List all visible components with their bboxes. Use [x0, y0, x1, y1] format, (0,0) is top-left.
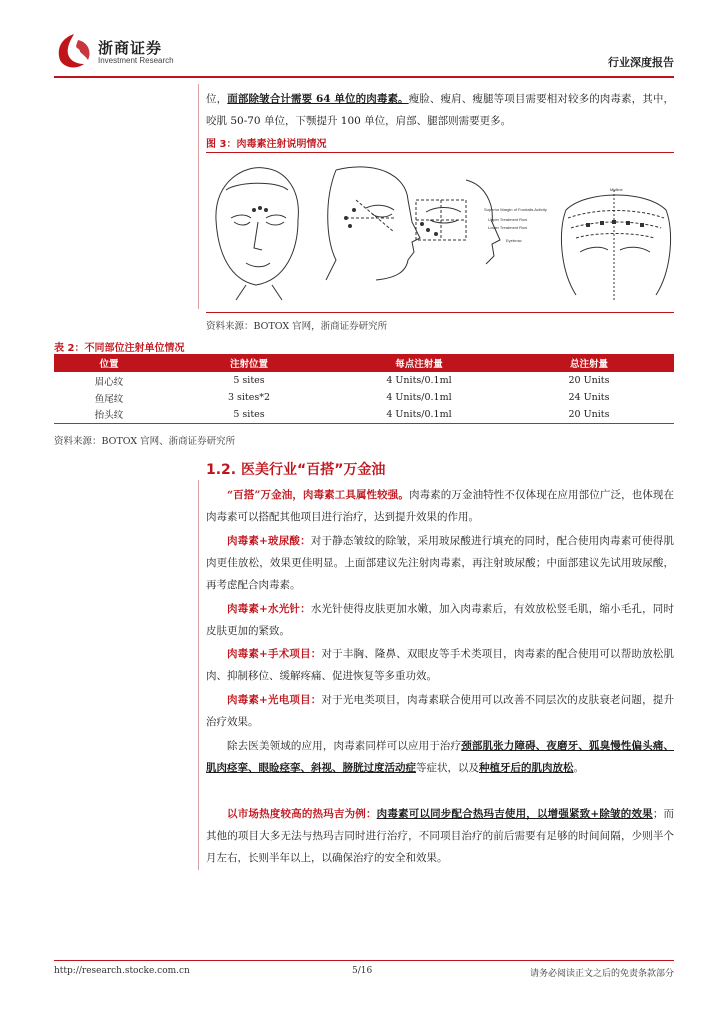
table-cell: 5 sites [164, 406, 334, 423]
label-eyebrow: Eyebrow [506, 238, 522, 243]
forehead-treatment-drawing [561, 190, 670, 300]
paragraph-body: 除去医美领域的应用，肉毒素同样可以应用于治疗 [227, 740, 462, 752]
side-accent-line [198, 480, 199, 870]
figure-bottom-rule [206, 312, 674, 313]
paragraph-highlight: 肉毒素可以同步配合热玛吉使用，以增强紧致+除皱的效果 [376, 808, 653, 820]
paragraph-highlight: 颈部肌张力障碍、夜磨牙、狐臭慢性偏头痛、肌肉痉挛、眼睑痉挛、斜视、膀胱过度活动症 [206, 740, 674, 774]
intro-text-end: 瘦脸、瘦肩、瘦腿等项目需要相对较多的肉毒素，其中，咬肌 50-70 单位，下颚提升 100 单位，肩部、腿部则需要更多。 [206, 93, 675, 127]
figure-title: 图 3：肉毒素注射说明情况 [206, 139, 327, 150]
table-cell: 4 Units/0.1ml [386, 392, 452, 403]
section-heading: 1.2. 医美行业“百搭”万金油 [206, 462, 386, 478]
paragraph-body: 对于静态皱纹的除皱，采用玻尿酸进行填充的同时，配合使用肉毒素可使得肌肉更佳放松，效果更佳明显。上面部建议先注射肉毒素，再注射玻尿酸；中面部建议先试用玻尿酸，再考虑配合肉毒素。 [206, 535, 674, 591]
table-cell: 3 sites*2 [227, 392, 271, 403]
paragraph-body: 等症状，以及 [416, 762, 479, 774]
table-cell: 4 Units/0.1ml [334, 406, 504, 423]
figure-top-rule [206, 152, 674, 153]
footer-disclaimer: 请务必阅读正文之后的免责条款部分 [529, 969, 674, 979]
side-profile-drawing [326, 167, 420, 280]
label-upper-row: Upper Treatment Row [488, 217, 528, 222]
face-illustrations [206, 160, 674, 310]
paragraph-body: 对于丰胸、隆鼻、双眼皮等手术类项目，肉毒素的配合使用可以帮助放松肌肉、抑制移位、缓解疼痛、促进恢复等多重功效。 [206, 648, 674, 682]
paragraph-body: ；而其他的项目大多无法与热玛吉同时进行治疗，不同项目治疗的前后需要有足够的时间间隔，少则半个月左右，长则半年以上，以确保治疗的安全和效果。 [206, 808, 675, 864]
paragraph-body: 水光针使得皮肤更加水嫩，加入肉毒素后，有效放松竖毛肌，缩小毛孔，同时皮肤更加的紧致。 [206, 603, 674, 637]
header-divider [54, 76, 674, 78]
table-header-cell: 注射位置 [164, 354, 334, 372]
paragraph-highlight: 种植牙后的肌肉放松 [479, 762, 574, 774]
table-cell: 20 Units [568, 375, 610, 386]
figure-source: 资料来源：BOTOX 官网，浙商证券研究所 [206, 321, 388, 332]
page-number: 5/16 [352, 966, 373, 976]
table-cell: 20 Units [504, 406, 674, 423]
section-paragraph-6 [206, 735, 674, 779]
paragraph-body: 肉毒素的万金油特性不仅体现在应用部位广泛，也体现在肉毒素可以搭配其他项目进行治疗，达到提升效果的作用。 [206, 489, 674, 523]
logo-chinese-name: 浙商证券 [98, 39, 163, 57]
table-header-cell: 每点注射量 [334, 354, 504, 372]
section-paragraph-4 [206, 643, 674, 687]
logo-english-name: Investment Research [98, 56, 174, 65]
intro-text-start: 位， [206, 93, 228, 105]
section-paragraph-3 [206, 598, 674, 642]
table-cell: 抬头纹 [54, 406, 164, 423]
table-cell: 眉心纹 [94, 376, 124, 388]
paragraph-lead: 肉毒素+玻尿酸： [227, 535, 311, 547]
paragraph-body: 。 [573, 762, 584, 774]
paragraph-lead: 肉毒素+光电项目： [227, 694, 322, 706]
intro-paragraph [206, 88, 674, 132]
table-header-cell: 总注射量 [504, 354, 674, 372]
table-source: 资料来源：BOTOX 官网、浙商证券研究所 [54, 436, 236, 447]
table-cell: 4 Units/0.1ml [386, 375, 452, 386]
front-face-drawing [216, 168, 298, 300]
table-header-cell: 位置 [54, 354, 164, 372]
table-cell: 24 Units [568, 392, 610, 403]
label-midline: Midline [610, 187, 623, 192]
table-cell: 鱼尾纹 [94, 393, 124, 405]
section-paragraph-7 [206, 803, 674, 869]
section-paragraph-1 [206, 484, 674, 528]
footer-url[interactable]: http://research.stocke.com.cn [54, 966, 190, 976]
brand-logo-icon [54, 32, 94, 70]
label-frontalis-margin: Superior Margin of Frontalis Activity [484, 207, 547, 212]
table-cell: 5 sites [233, 375, 265, 386]
injection-units-table [54, 354, 674, 424]
side-accent-line [198, 84, 199, 309]
paragraph-lead: “百搭”万金油，肉毒素工具属性较强。 [227, 489, 409, 501]
footer-divider [54, 960, 674, 961]
paragraph-lead: 以市场热度较高的热玛吉为例： [227, 808, 377, 820]
injection-diagram [206, 160, 674, 310]
page-header [54, 30, 674, 76]
eye-grid-drawing [416, 180, 500, 264]
intro-highlight: 面部除皱合计需要 64 单位的肉毒素。 [227, 93, 409, 105]
table-row [54, 406, 674, 423]
paragraph-lead: 肉毒素+手术项目： [227, 648, 322, 660]
table-row [54, 389, 674, 406]
label-lower-row: Lower Treatment Row [488, 225, 528, 230]
table-header-row [54, 354, 674, 372]
report-type-label: 行业深度报告 [608, 56, 674, 69]
paragraph-body: 对于光电类项目，肉毒素联合使用可以改善不同层次的皮肤衰老问题，提升治疗效果。 [206, 694, 674, 728]
table-row [54, 372, 674, 389]
section-paragraph-2 [206, 530, 674, 596]
paragraph-lead: 肉毒素+水光针： [227, 603, 311, 615]
table-title: 表 2：不同部位注射单位情况 [54, 343, 185, 354]
section-paragraph-5 [206, 689, 674, 733]
